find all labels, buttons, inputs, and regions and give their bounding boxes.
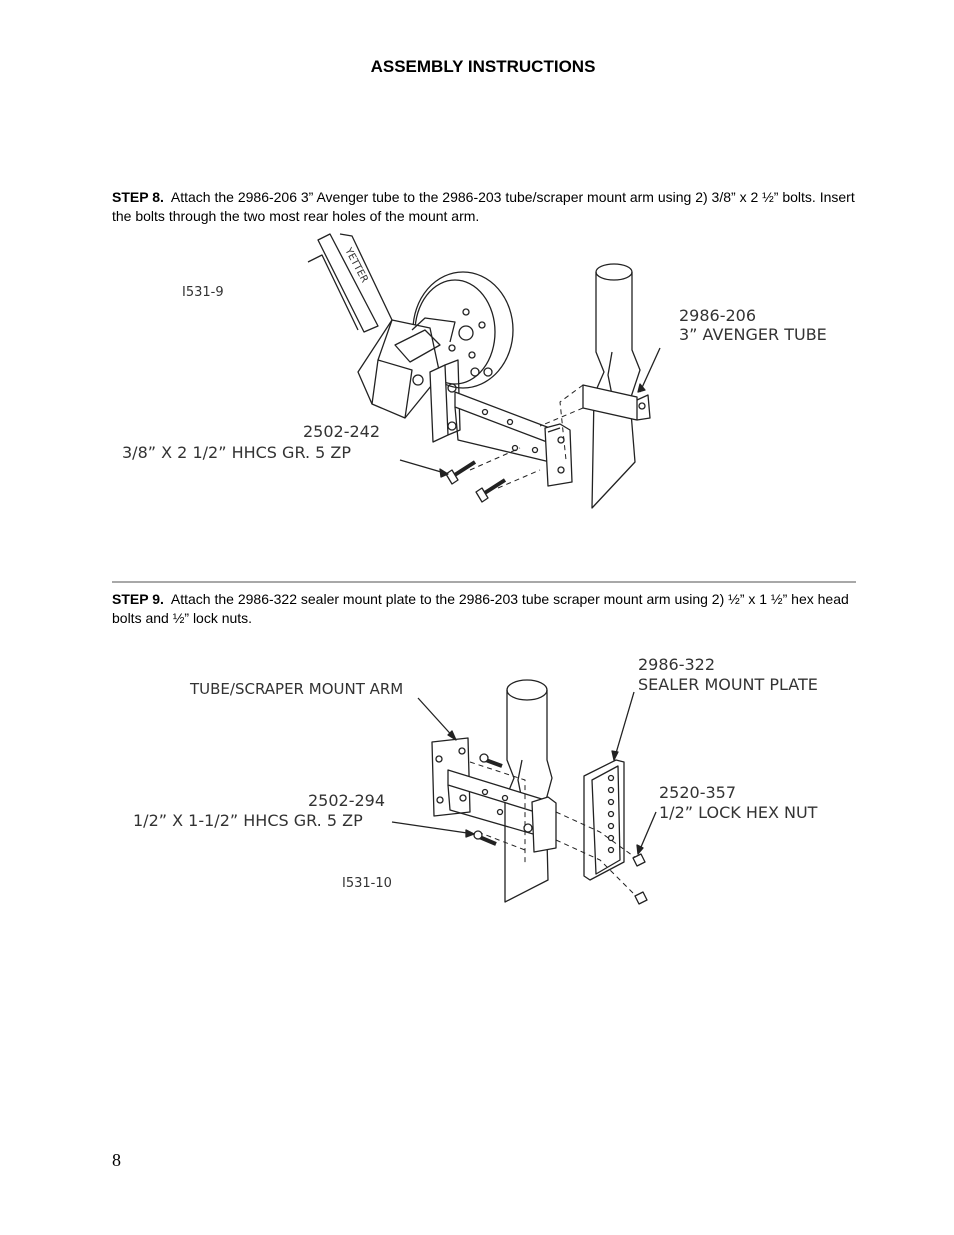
mount-arm-label: TUBE/SCRAPER MOUNT ARM <box>190 680 404 698</box>
tube-leader-line <box>640 348 660 392</box>
step-9-diagram <box>0 645 954 915</box>
nut-part-description: 1/2” LOCK HEX NUT <box>659 803 818 822</box>
step-9-instruction <box>112 590 862 628</box>
step-8-text: Attach the 2986-206 3” Avenger tube to the 2986-203 tube/scraper mount arm using 2) 3/8” x 2 ½” bolts. Insert the bolts through the two most rear holes of the mount arm. <box>112 189 855 224</box>
step-9-text: Attach the 2986-322 sealer mount plate to the 2986-203 tube scraper mount arm using 2) ½” x 1 ½” hex head bolts and ½” lock nuts. <box>112 591 849 626</box>
bolt-part-description: 3/8” X 2 1/2” HHCS GR. 5 ZP <box>122 443 352 462</box>
step-8-instruction <box>112 188 862 226</box>
page-number: 8 <box>112 1150 121 1170</box>
bolt-part-description: 1/2” X 1-1/2” HHCS GR. 5 ZP <box>133 811 363 830</box>
bolt-part-number: 2502-294 <box>308 791 386 810</box>
section-divider <box>112 581 856 583</box>
step-8-diagram <box>0 228 954 518</box>
sealer-mount-plate <box>584 760 624 880</box>
shank-bar <box>308 234 392 332</box>
plate-leader-line <box>614 692 634 760</box>
page-title: ASSEMBLY INSTRUCTIONS <box>370 57 596 76</box>
plate-part-description: SEALER MOUNT PLATE <box>638 675 818 694</box>
bolt-part-number: 2502-242 <box>303 422 381 441</box>
nut-part-number: 2520-357 <box>659 783 737 802</box>
step-9-label: STEP 9. <box>112 591 164 607</box>
figure-id-label: I531-9 <box>182 285 224 300</box>
lock-nuts-2520-357 <box>633 854 647 904</box>
tube-scraper-mount-arm <box>432 738 556 852</box>
bolt-leader-line <box>392 822 474 834</box>
step-8-label: STEP 8. <box>112 189 164 205</box>
bolts-2502-242 <box>446 462 505 502</box>
plate-part-number: 2986-322 <box>638 655 716 674</box>
tube-part-number: 2986-206 <box>679 306 757 325</box>
tube-scraper-mount-arm <box>455 392 572 486</box>
tube-part-description: 3” AVENGER TUBE <box>679 325 827 344</box>
wheel-brand-text: YETTER <box>342 246 370 285</box>
figure-id-label: I531-10 <box>342 876 392 891</box>
